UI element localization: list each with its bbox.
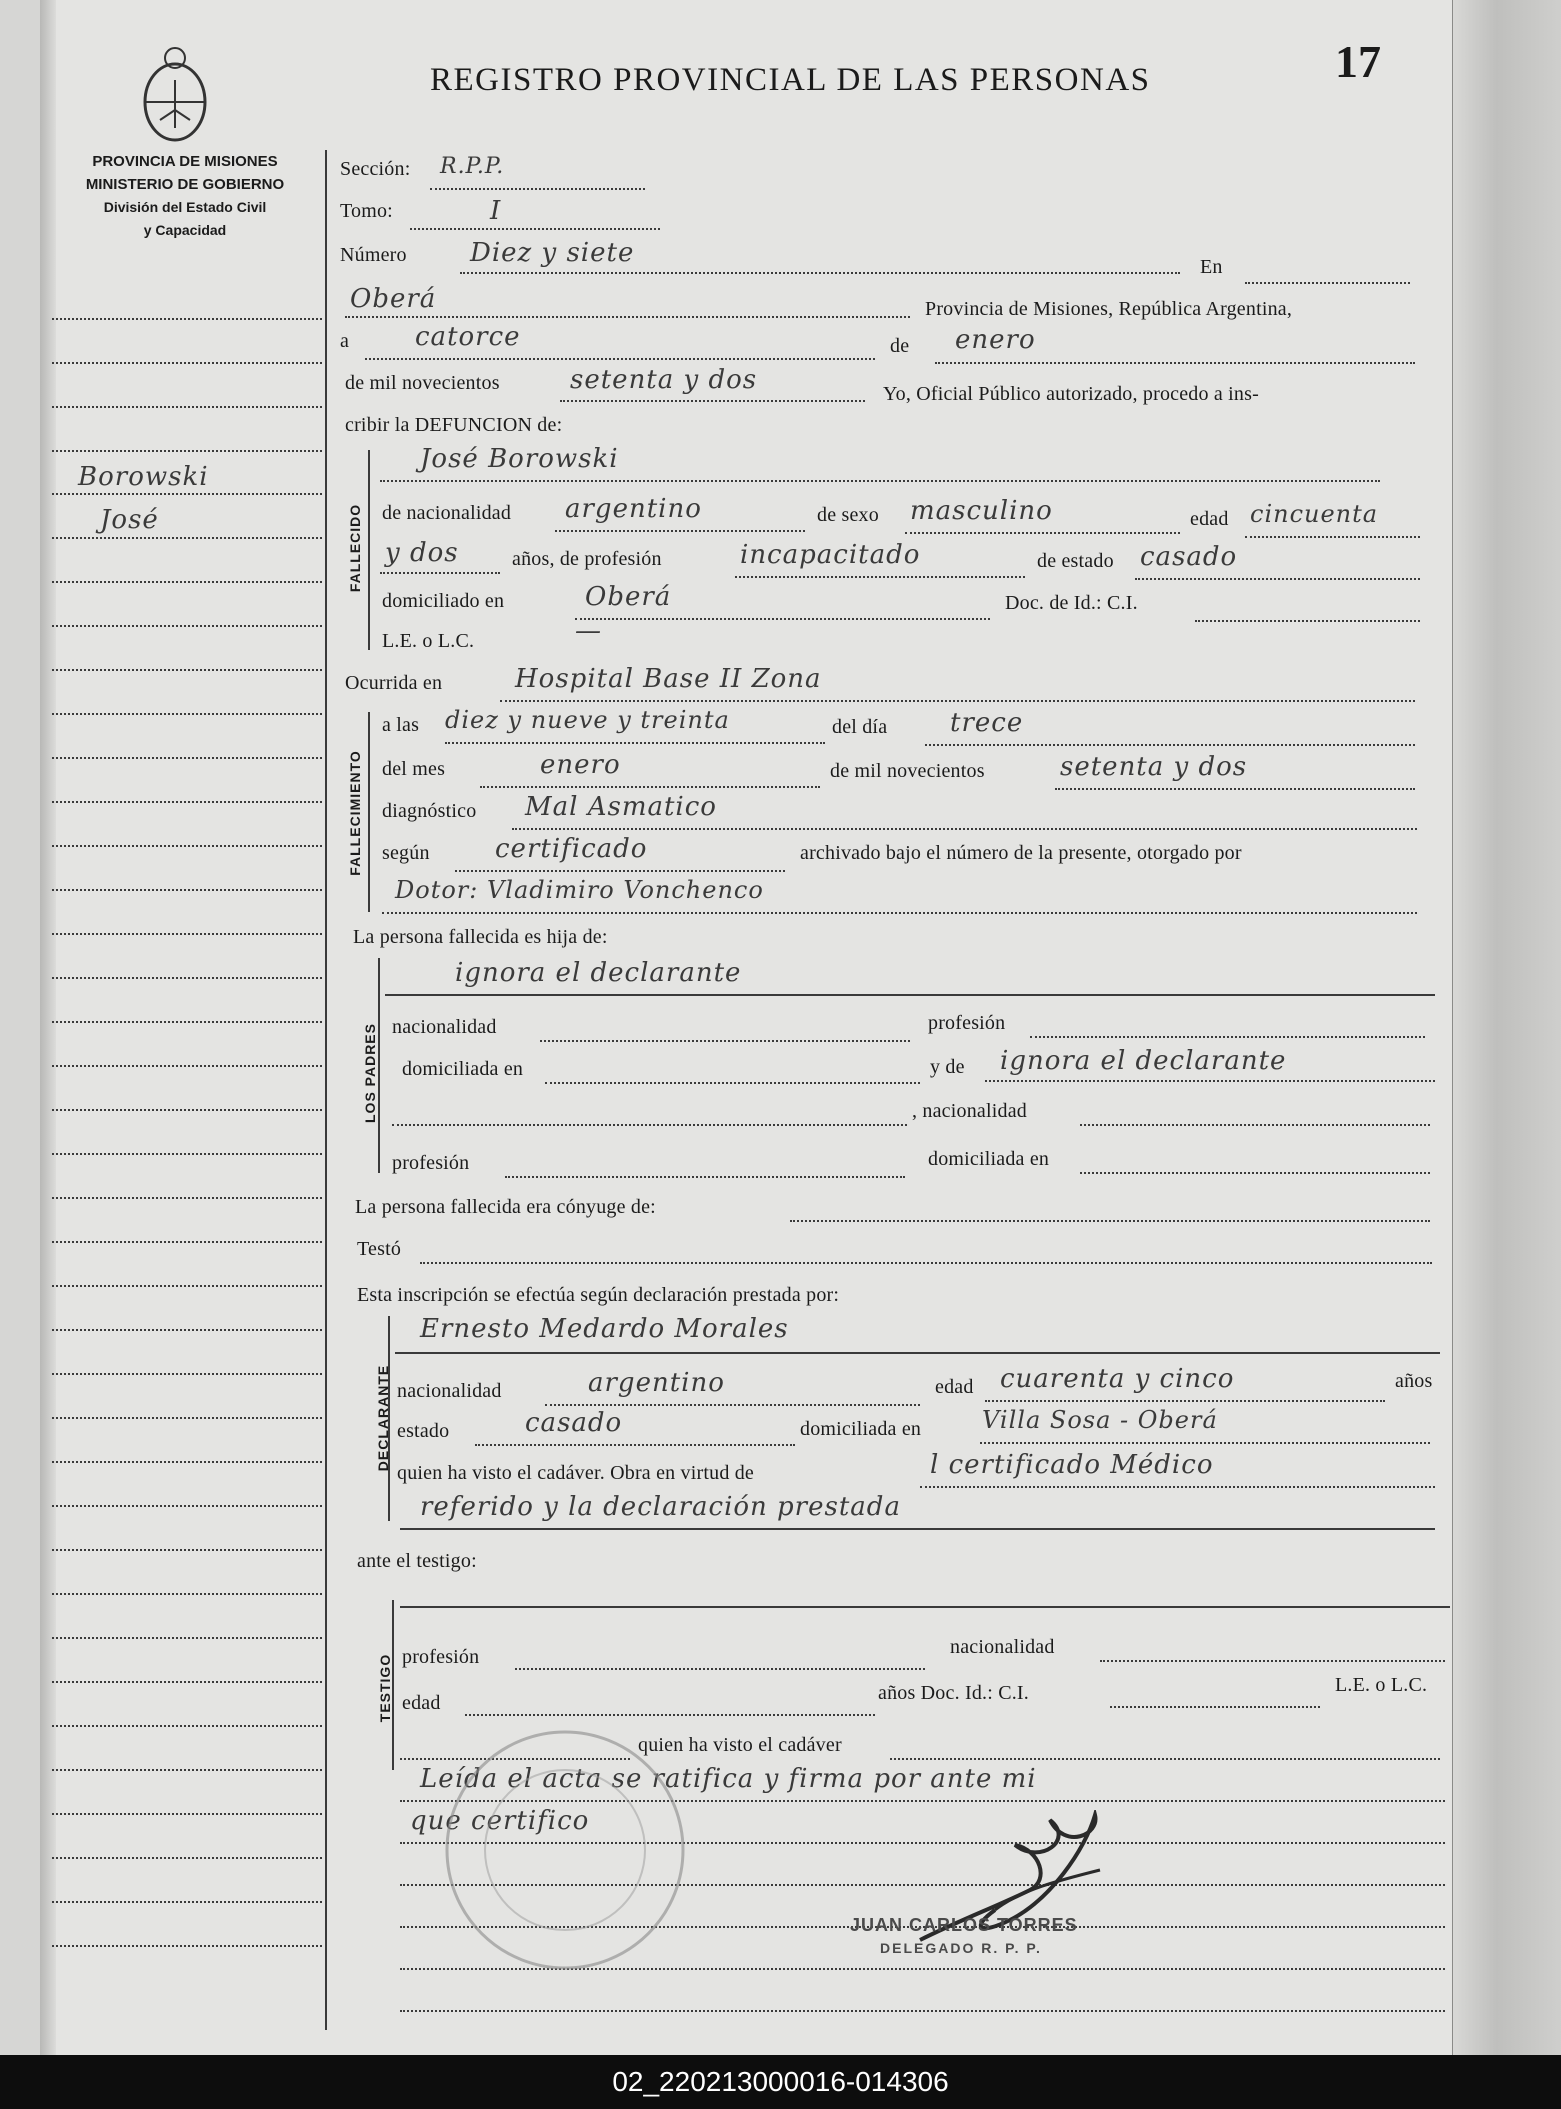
book-binding <box>40 0 56 2055</box>
division-line1: División del Estado Civil <box>103 199 267 215</box>
padres-nacionalidad2-label: , nacionalidad <box>912 1100 1027 1122</box>
previous-page-edge <box>0 0 42 2055</box>
edad-value2: y dos <box>385 538 459 568</box>
declarante-nacionalidad-value: argentino <box>588 1368 725 1398</box>
madre-value: ignora el declarante <box>1000 1046 1287 1076</box>
ocurrida-label: Ocurrida en <box>345 672 443 694</box>
declarante-edad-value: cuarenta y cinco <box>1000 1364 1235 1394</box>
fallecido-section-label: FALLECIDO <box>347 503 363 593</box>
inscribe-text: cribir la DEFUNCION de: <box>345 414 563 436</box>
testigo-edad-label: edad <box>402 1692 441 1714</box>
year-prefix: de mil novecientos <box>345 372 500 394</box>
testigo-nacionalidad-label: nacionalidad <box>950 1636 1055 1658</box>
declarante-cadaver-text: quien ha visto el cadáver. Obra en virtud de <box>397 1462 755 1484</box>
conyuge-label: La persona fallecida era cónyuge de: <box>355 1196 656 1218</box>
en-label: En <box>1200 256 1223 278</box>
doctor-value: Dotor: Vladimiro Vonchenco <box>395 876 764 904</box>
stamp-name: JUAN CARLOS TORRES <box>850 1915 1078 1935</box>
hora-value: diez y nueve y treinta <box>445 706 730 734</box>
mes-label: del mes <box>382 758 446 780</box>
sexo-value: masculino <box>910 496 1053 526</box>
numero-label: Número <box>340 244 407 266</box>
declarante-domicilio-value: Villa Sosa - Oberá <box>982 1406 1218 1434</box>
diagnostico-value: Mal Asmatico <box>525 792 717 822</box>
domicilio-value: Oberá <box>585 582 672 612</box>
testigo-cadaver-text: quien ha visto el cadáver <box>638 1734 842 1756</box>
coat-of-arms-seal <box>130 40 220 150</box>
padres-domiciliada2-label: domiciliada en <box>928 1148 1050 1170</box>
padres-profesion2-label: profesión <box>392 1152 470 1174</box>
tomo-value: I <box>490 196 502 226</box>
declarante-domiciliada-label: domiciliada en <box>800 1418 922 1440</box>
province-header <box>55 150 315 242</box>
profesion-value: incapacitado <box>740 540 921 570</box>
declarante-estado-value: casado <box>525 1408 623 1438</box>
dia-label: del día <box>832 716 888 738</box>
page-number: 17 <box>1335 36 1381 87</box>
padres-profesion-label: profesión <box>928 1012 1006 1034</box>
testigo-anos-doc-label: años Doc. Id.: C.I. <box>878 1682 1029 1704</box>
edad-value1: cincuenta <box>1250 500 1379 528</box>
stamp-title: DELEGADO R. P. P. <box>880 1940 1042 1956</box>
padres-bracket <box>378 958 380 1173</box>
tomo-label: Tomo: <box>340 200 393 222</box>
page-stack-edge <box>1452 0 1561 2055</box>
testigo-section-label: TESTIGO <box>377 1653 393 1723</box>
domicilio-label: domiciliado en <box>382 590 505 612</box>
obra-value: l certificado Médico <box>930 1450 1214 1480</box>
fallecimiento-bracket <box>368 712 370 912</box>
anio-label: de mil novecientos <box>830 760 985 782</box>
seccion-label: Sección: <box>340 158 411 180</box>
edad-label: edad <box>1190 508 1229 530</box>
declarante-edad-label: edad <box>935 1376 974 1398</box>
ocurrida-value: Hospital Base II Zona <box>515 664 822 694</box>
registry-round-seal <box>440 1715 690 1985</box>
ministry-name: MINISTERIO DE GOBIERNO <box>85 176 285 193</box>
fallecido-nacionalidad-label: de nacionalidad <box>382 502 512 524</box>
declarante-name: Ernesto Medardo Morales <box>420 1314 789 1344</box>
obra-value2: referido y la declaración prestada <box>420 1492 901 1522</box>
testo-label: Testó <box>357 1238 402 1260</box>
estado-label: de estado <box>1037 550 1114 572</box>
numero-value: Diez y siete <box>470 238 635 268</box>
fallecido-name: José Borowski <box>420 444 619 474</box>
doc-label: Doc. de Id.: C.I. <box>1005 592 1138 614</box>
testigo-le-label: L.E. o L.C. <box>1335 1674 1428 1696</box>
year-value: setenta y dos <box>570 365 758 395</box>
segun-label: según <box>382 842 430 864</box>
margin-surname: Borowski <box>78 462 209 492</box>
division-line2: y Capacidad <box>143 222 227 238</box>
seccion-value: R.P.P. <box>440 154 505 179</box>
padres-intro: La persona fallecida es hija de: <box>353 926 608 948</box>
declarante-section-label: DECLARANTE <box>375 1364 391 1472</box>
closing-line2: que certifico <box>410 1806 590 1836</box>
y-de-label: y de <box>930 1056 965 1078</box>
padres-nacionalidad-label: nacionalidad <box>392 1016 497 1038</box>
place-value: Oberá <box>350 284 437 314</box>
a-label: a <box>340 330 350 352</box>
province-name: PROVINCIA DE MISIONES <box>92 153 278 170</box>
closing-line1: Leída el acta se ratifica y firma por ante mi <box>420 1764 1037 1794</box>
declarante-intro: Esta inscripción se efectúa según declaración prestada por: <box>357 1284 840 1306</box>
image-id-footer: 02_220213000016-014306 <box>0 2055 1561 2109</box>
fallecido-nacionalidad-value: argentino <box>565 494 702 524</box>
fallecido-bracket <box>368 450 370 650</box>
anos-profesion-label: años, de profesión <box>512 548 662 570</box>
padres-domiciliada-label: domiciliada en <box>402 1058 524 1080</box>
declarante-estado-label: estado <box>397 1420 450 1442</box>
mes-value: enero <box>540 750 621 780</box>
margin-name: José <box>100 505 159 535</box>
testigo-profesion-label: profesión <box>402 1646 480 1668</box>
official-text: Yo, Oficial Público autorizado, procedo a ins- <box>883 383 1259 405</box>
column-divider <box>325 150 327 2030</box>
le-label: L.E. o L.C. <box>382 630 475 652</box>
hora-label: a las <box>382 714 420 736</box>
estado-value: casado <box>1140 542 1238 572</box>
sexo-label: de sexo <box>817 504 879 526</box>
archivado-text: archivado bajo el número de la presente, otorgado por <box>800 842 1242 864</box>
le-value: — <box>575 616 602 646</box>
declarante-nacionalidad-label: nacionalidad <box>397 1380 502 1402</box>
padre-value: ignora el declarante <box>455 958 742 988</box>
fallecimiento-section-label: FALLECIMIENTO <box>347 750 363 876</box>
day-value: catorce <box>415 322 521 352</box>
de-label: de <box>890 335 910 357</box>
declarante-anos-label: años <box>1395 1370 1433 1392</box>
anio-value: setenta y dos <box>1060 752 1248 782</box>
document-title: REGISTRO PROVINCIAL DE LAS PERSONAS <box>430 62 1151 98</box>
dia-value: trece <box>950 708 1024 738</box>
ante-testigo-label: ante el testigo: <box>357 1550 477 1572</box>
month-value: enero <box>955 325 1036 355</box>
diagnostico-label: diagnóstico <box>382 800 477 822</box>
padres-section-label: LOS PADRES <box>362 1023 378 1123</box>
segun-value: certificado <box>495 834 648 864</box>
province-text: Provincia de Misiones, República Argentina, <box>925 298 1293 320</box>
